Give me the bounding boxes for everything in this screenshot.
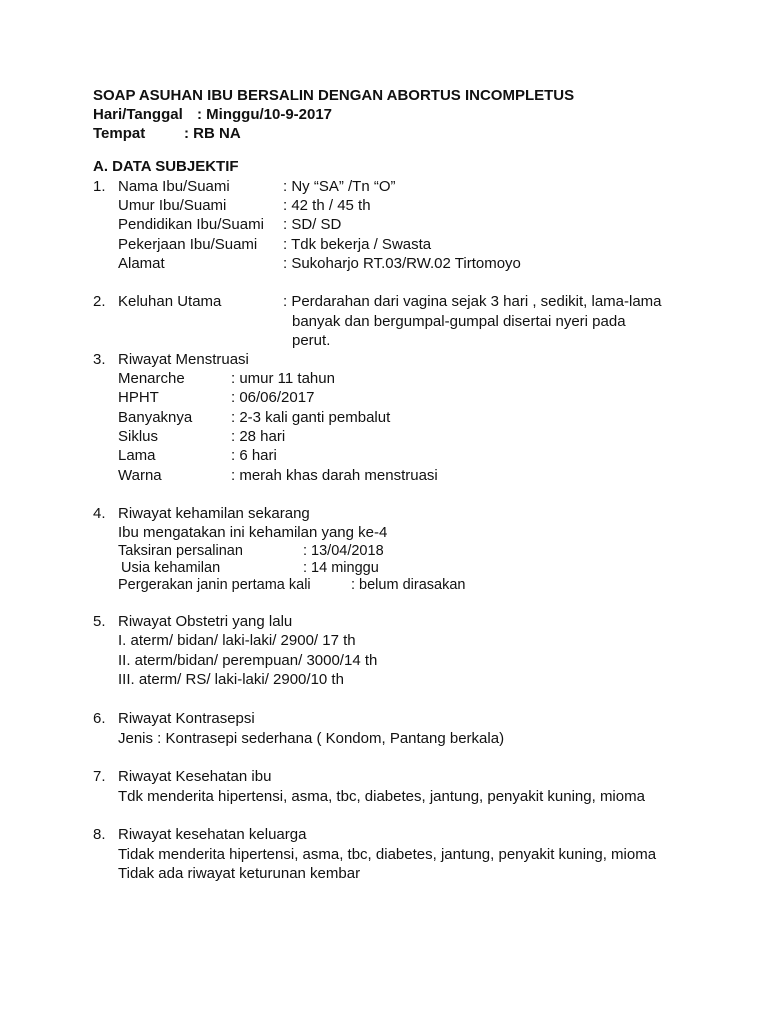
- item-text: I. aterm/ bidan/ laki-laki/ 2900/ 17 th: [118, 632, 356, 649]
- field-value: : Perdarahan dari vagina sejak 3 hari , sedikit, lama-lama: [283, 293, 662, 310]
- field-value: : umur 11 tahun: [231, 370, 335, 387]
- field-label: Pekerjaan Ibu/Suami: [118, 236, 258, 253]
- item-title: Riwayat kehamilan sekarang: [118, 505, 310, 522]
- item-title: Riwayat Kesehatan ibu: [118, 768, 272, 785]
- item-text: Jenis : Kontrasepi sederhana ( Kondom, Pantang berkala): [118, 730, 505, 747]
- field-value: : 6 hari: [231, 447, 277, 464]
- field-value-continued: banyak dan bergumpal-gumpal disertai nyeri pada: [292, 313, 626, 330]
- field-value: : Tdk bekerja / Swasta: [283, 236, 432, 253]
- item-text: Tidak ada riwayat keturunan kembar: [118, 865, 361, 882]
- item-title: Riwayat kesehatan keluarga: [118, 826, 307, 843]
- item-number: 6.: [93, 710, 106, 727]
- field-value: : belum dirasakan: [351, 577, 466, 593]
- field-value: : 2-3 kali ganti pembalut: [231, 409, 391, 426]
- field-label: Taksiran persalinan: [118, 543, 243, 559]
- field-value: : Sukoharjo RT.03/RW.02 Tirtomoyo: [283, 255, 521, 272]
- hari-label: Hari/Tanggal: [93, 106, 183, 123]
- field-label: Umur Ibu/Suami: [118, 197, 227, 214]
- item-title: Riwayat Obstetri yang lalu: [118, 613, 293, 630]
- document-title: SOAP ASUHAN IBU BERSALIN DENGAN ABORTUS INCOMPLETUS: [93, 87, 575, 104]
- field-label: Keluhan Utama: [118, 293, 222, 310]
- item-number: 1.: [93, 178, 106, 195]
- field-value-continued: perut.: [292, 332, 331, 349]
- field-label: Usia kehamilan: [121, 560, 221, 576]
- item-text: III. aterm/ RS/ laki-laki/ 2900/10 th: [118, 671, 344, 688]
- item-title: Riwayat Kontrasepsi: [118, 710, 255, 727]
- item-text: II. aterm/bidan/ perempuan/ 3000/14 th: [118, 652, 378, 669]
- section-heading: A. DATA SUBJEKTIF: [93, 158, 239, 175]
- item-number: 3.: [93, 351, 106, 368]
- tempat-value: : RB NA: [184, 125, 241, 142]
- field-value: : Ny “SA” /Tn “O”: [283, 178, 396, 195]
- item-text: Ibu mengatakan ini kehamilan yang ke-4: [118, 524, 388, 541]
- item-number: 8.: [93, 826, 106, 843]
- field-label: Alamat: [118, 255, 165, 272]
- field-label: HPHT: [118, 389, 159, 406]
- item-number: 4.: [93, 505, 106, 522]
- field-label: Lama: [118, 447, 156, 464]
- item-text: Tdk menderita hipertensi, asma, tbc, diabetes, jantung, penyakit kuning, mioma: [118, 788, 645, 805]
- field-value: : 06/06/2017: [231, 389, 315, 406]
- item-text: Tidak menderita hipertensi, asma, tbc, diabetes, jantung, penyakit kuning, mioma: [118, 846, 657, 863]
- field-value: : 28 hari: [231, 428, 286, 445]
- hari-value: : Minggu/10-9-2017: [197, 106, 333, 123]
- field-label: Pendidikan Ibu/Suami: [118, 216, 264, 233]
- field-label: Banyaknya: [118, 409, 193, 426]
- field-label: Siklus: [118, 428, 159, 445]
- field-value: : merah khas darah menstruasi: [231, 467, 438, 484]
- field-value: : 42 th / 45 th: [283, 197, 371, 214]
- field-label: Menarche: [118, 370, 185, 387]
- item-number: 5.: [93, 613, 106, 630]
- field-label: Nama Ibu/Suami: [118, 178, 230, 195]
- field-value: : 13/04/2018: [303, 543, 384, 559]
- field-label: Pergerakan janin pertama kali: [118, 577, 311, 593]
- field-label: Warna: [118, 467, 162, 484]
- tempat-label: Tempat: [93, 125, 146, 142]
- item-number: 7.: [93, 768, 106, 785]
- item-number: 2.: [93, 293, 106, 310]
- item-title: Riwayat Menstruasi: [118, 351, 249, 368]
- field-value: : 14 minggu: [303, 560, 379, 576]
- field-value: : SD/ SD: [283, 216, 342, 233]
